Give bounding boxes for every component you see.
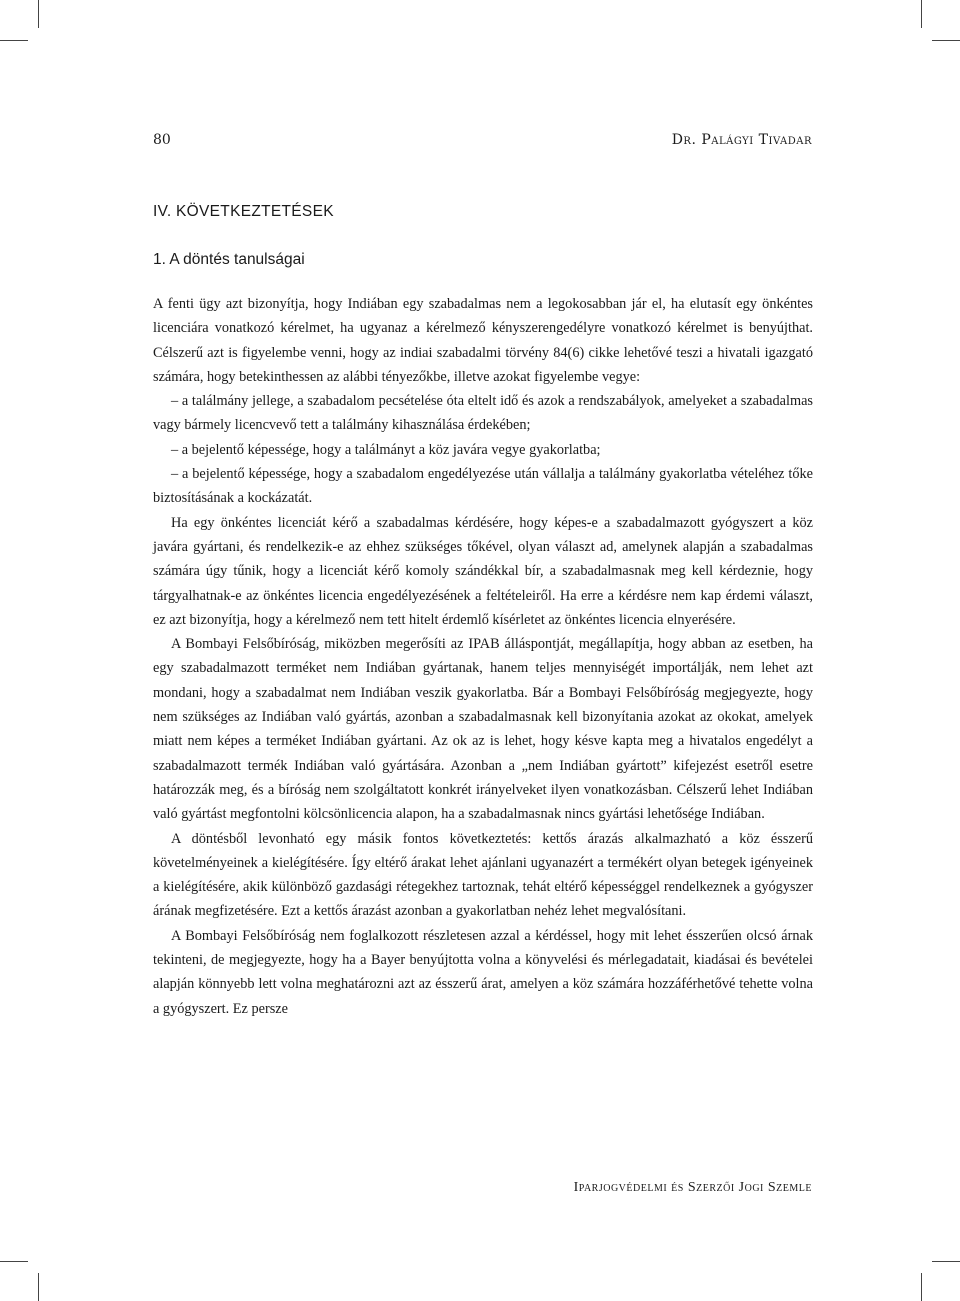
section-title: IV. KÖVETKEZTETÉSEK bbox=[153, 203, 334, 220]
crop-mark-top-right-v bbox=[921, 0, 922, 28]
running-head: Dr. Palágyi Tivadar bbox=[671, 132, 812, 148]
paragraph: A döntésből levonható egy másik fontos következtetés: kettős árazás alkalmazható a köz ésszerű követelményeinek a kielégítésére. Így eltérő árakat lehet ajánlani ugyanazért a termékért olyan betegek igényeinek a kielégítésére, akik különböző gazdasági rétegekhez tartoznak, tehát eltérő képességgel rendelkeznek a gyógyszer árának megfizetésére. Ezt a kettős árazást azonban a gyakorlatban nehéz lehet megvalósítani. bbox=[153, 830, 813, 920]
crop-mark-top-left-h bbox=[0, 40, 28, 41]
crop-mark-bottom-right-h bbox=[932, 1261, 960, 1262]
list-item: – a bejelentő képessége, hogy a találmányt a köz javára vegye gyakorlatba; bbox=[171, 441, 601, 458]
crop-mark-top-left-v bbox=[38, 0, 39, 28]
list-item: – a bejelentő képessége, hogy a szabadalom engedélyezése után vállalja a találmány gyakorlatba vételéhez tőke biztosításának a kockázatát. bbox=[153, 466, 813, 507]
page-number: 80 bbox=[153, 132, 171, 148]
paragraph: A Bombayi Felsőbíróság nem foglalkozott részletesen azzal a kérdéssel, hogy mit lehet ésszerűen olcsó árnak tekinteni, de megjegyezte, hogy ha a Bayer benyújtotta volna a könyvelési és mérlegadatait, kiadásai és bevételei alapján könnyebb lett volna meghatározni azt az ésszerű árat, amelyen a köz számára hozzáférhetővé tehette volna a gyógyszert. Ez persze bbox=[153, 927, 813, 1017]
body-text bbox=[153, 292, 813, 1021]
paragraph: A Bombayi Felsőbíróság, miközben megerősíti az IPAB álláspontját, megállapítja, hogy abban az esetben, ha egy szabadalmazott terméket nem Indiában gyártanak, hanem teljes mennyiségét importálják, nem lehet azt mondani, hogy a szabadalmat nem Indiában veszik gyakorlatba. Bár a Bombayi Felsőbíróság megjegyezte, hogy nem szükséges az Indiában való gyártás, azonban a szabadalmasnak kell bizonyítania azokat az okokat, amelyek miatt nem képes a terméket Indiában gyártani. Az ok az is lehet, hogy késve kapta meg a hivatalos engedélyt a szabadalmazott termék Indiában való gyártására. Azonban a „nem Indiában gyártott” kifejezést esetről esetre határozzák meg, és a bíróság nem szolgáltatott konkrét irányelveket ilyen vonatkozásban. Célszerű lehet Indiában való gyártást megfontolni kölcsönlicencia alapon, ha a szabadalmasnak nincs gyártási lehetősége Indiában. bbox=[153, 636, 813, 823]
crop-mark-bottom-left-h bbox=[0, 1261, 28, 1262]
crop-mark-bottom-left-v bbox=[38, 1273, 39, 1301]
journal-footer: Iparjogvédelmi és Szerzői Jogi Szemle bbox=[573, 1180, 812, 1195]
crop-mark-bottom-right-v bbox=[921, 1273, 922, 1301]
subsection-title: 1. A döntés tanulságai bbox=[153, 251, 305, 268]
paragraph: Ha egy önkéntes licenciát kérő a szabadalmas kérdésére, hogy képes-e a szabadalmazott gyógyszert a köz javára gyártani, és rendelkezik-e az ehhez szükséges tőkével, olyan választ ad, amelynek alapján a szabadalmas számára úgy tűnik, hogy a licenciát kérő komoly szándékkal bír, a szabadalmasnak meg kell kérdeznie, hogy tárgyalhatnak-e az önkéntes licencia engedélyezésének a feltételeiről. Ha erre a kérdésre nem kap érdemi választ, ez azt bizonyítja, hogy a kérelmező nem tett hitelt érdemlő kísérletet az önkéntes licencia elnyerésére. bbox=[153, 514, 813, 628]
crop-mark-top-right-h bbox=[932, 40, 960, 41]
list-item: – a találmány jellege, a szabadalom pecsételése óta eltelt idő és azok a rendszabályok, amelyeket a szabadalmas vagy bármely licencvevő tett a találmány kihasználása érdekében; bbox=[153, 393, 813, 434]
paragraph: A fenti ügy azt bizonyítja, hogy Indiában egy szabadalmas nem a legokosabban jár el, ha elutasít egy önkéntes licenciára vonatkozó kérelmet, ha ugyanaz a kérelmező kényszerengedélyre vonatkozó kérelmet is benyújthat. Célszerű azt is figyelembe venni, hogy az indiai szabadalmi törvény 84(6) cikke lehetővé teszi a hivatali igazgató számára, hogy betekinthessen az alábbi tényezőkbe, illetve azokat figyelembe vegye: bbox=[153, 296, 813, 385]
